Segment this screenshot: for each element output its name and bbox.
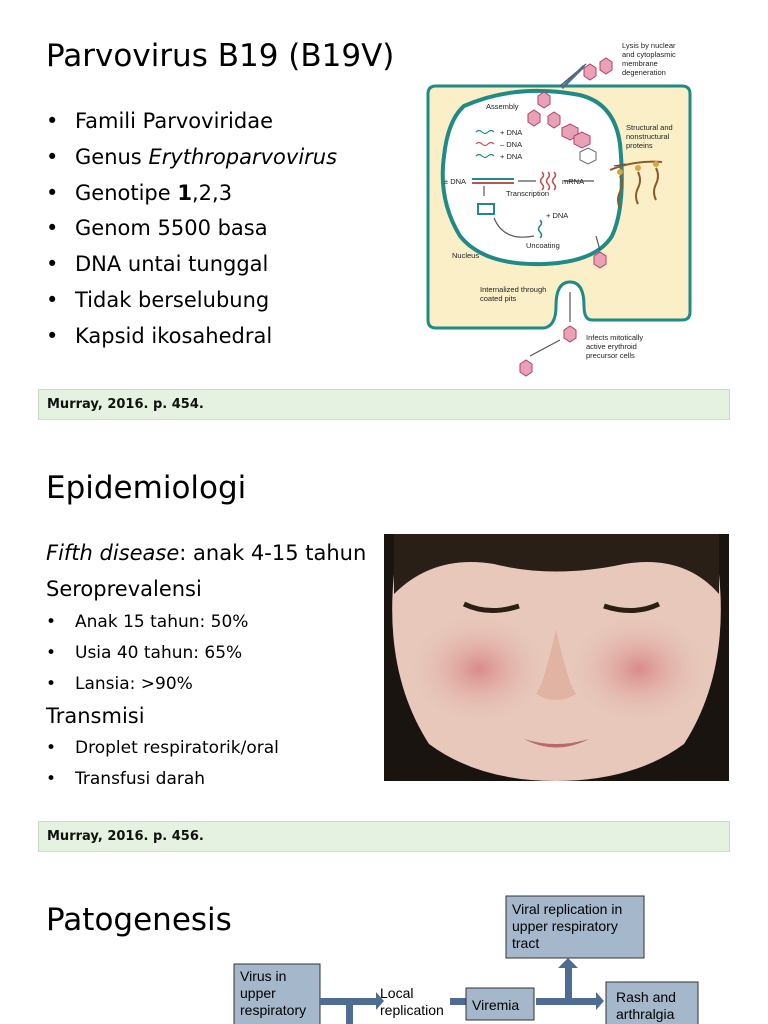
label-lysis-1: Lysis by nuclear bbox=[622, 41, 676, 50]
flow-text-rash-1: Rash and bbox=[616, 989, 676, 1005]
slide-title-epidemiology: Epidemiologi bbox=[46, 470, 247, 506]
flow-text-local-2: replication bbox=[380, 1002, 444, 1018]
flow-text-local-1: Local bbox=[380, 985, 414, 1001]
flow-text-upper-2: upper respiratory bbox=[512, 918, 618, 934]
slide-title-parvovirus: Parvovirus B19 (B19V) bbox=[46, 38, 395, 74]
label-infects-3: precursor cells bbox=[586, 351, 635, 360]
slide-title-pathogenesis: Patogenesis bbox=[46, 902, 232, 938]
slide-epidemiology bbox=[0, 440, 768, 860]
label-plus-dna: + DNA bbox=[500, 128, 523, 137]
flow-text-virus-3: respiratory bbox=[240, 1002, 307, 1018]
flow-text-virus-1: Virus in bbox=[240, 968, 287, 984]
bullet-capsid: • Kapsid ikosahedral bbox=[46, 323, 337, 359]
replication-cycle-figure bbox=[424, 36, 694, 381]
flow-text-virus-2: upper bbox=[240, 985, 276, 1001]
bullet-dna: • DNA untai tunggal bbox=[46, 251, 337, 287]
label-transcription: Transcription bbox=[506, 189, 550, 198]
bullet-genotype: • Genotipe 1,2,3 bbox=[46, 180, 337, 216]
seroprevalence-item: • Usia 40 tahun: 65% bbox=[46, 642, 248, 673]
slapped-cheek-photo bbox=[384, 534, 729, 781]
seroprevalence-heading: Seroprevalensi bbox=[46, 577, 202, 601]
label-internalized-1: Internalized through bbox=[480, 285, 547, 294]
label-pm-dna: ± DNA bbox=[444, 177, 467, 186]
label-nucleus: Nucleus bbox=[452, 251, 480, 260]
empty-capsid-icon bbox=[580, 148, 596, 164]
flow-text-viremia: Viremia bbox=[472, 997, 520, 1013]
flow-text-upper-1: Viral replication in bbox=[512, 901, 623, 917]
label-minus-dna: – DNA bbox=[500, 140, 523, 149]
label-infects-2: active erythroid bbox=[586, 342, 637, 351]
transmission-heading: Transmisi bbox=[46, 704, 145, 728]
fifth-disease-line: Fifth disease: anak 4-15 tahun bbox=[46, 541, 367, 565]
label-internalized-2: coated pits bbox=[480, 294, 517, 303]
label-lysis-4: degeneration bbox=[622, 68, 666, 77]
bullet-family: • Famili Parvoviridae bbox=[46, 108, 337, 144]
slide-parvovirus bbox=[0, 0, 768, 430]
label-lysis-2: and cytoplasmic bbox=[622, 50, 676, 59]
reference-bar: Murray, 2016. p. 454. bbox=[38, 389, 730, 420]
parvovirus-facts-list bbox=[46, 108, 337, 359]
flow-text-rash-2: arthralgia bbox=[616, 1006, 675, 1022]
bullet-envelope: • Tidak berselubung bbox=[46, 287, 337, 323]
label-structural-3: proteins bbox=[626, 141, 653, 150]
label-lysis-3: membrane bbox=[622, 59, 658, 68]
label-plus-dna-2: + DNA bbox=[500, 152, 523, 161]
seroprevalence-item: • Lansia: >90% bbox=[46, 673, 248, 704]
pathogenesis-flowchart bbox=[230, 894, 710, 1024]
label-uncoating: Uncoating bbox=[526, 241, 560, 250]
bullet-genus: • Genus Erythroparvovirus bbox=[46, 144, 337, 180]
label-infects-1: Infects mitotically bbox=[586, 333, 644, 342]
reference-bar: Murray, 2016. p. 456. bbox=[38, 821, 730, 852]
transmission-item: • Droplet respiratorik/oral bbox=[46, 737, 279, 768]
flow-text-upper-3: tract bbox=[512, 935, 540, 951]
transmission-list bbox=[46, 737, 279, 799]
bullet-genome: • Genom 5500 basa bbox=[46, 215, 337, 251]
seroprevalence-list bbox=[46, 611, 248, 704]
label-structural-1: Structural and bbox=[626, 123, 673, 132]
flow-arrows bbox=[320, 958, 604, 1024]
seroprevalence-item: • Anak 15 tahun: 50% bbox=[46, 611, 248, 642]
slide-pathogenesis bbox=[0, 870, 768, 1024]
label-structural-2: nonstructural bbox=[626, 132, 670, 141]
label-assembly: Assembly bbox=[486, 102, 519, 111]
label-plus-dna-3: + DNA bbox=[546, 211, 569, 220]
transmission-item: • Transfusi darah bbox=[46, 768, 279, 799]
label-mrna: mRNA bbox=[562, 177, 585, 186]
